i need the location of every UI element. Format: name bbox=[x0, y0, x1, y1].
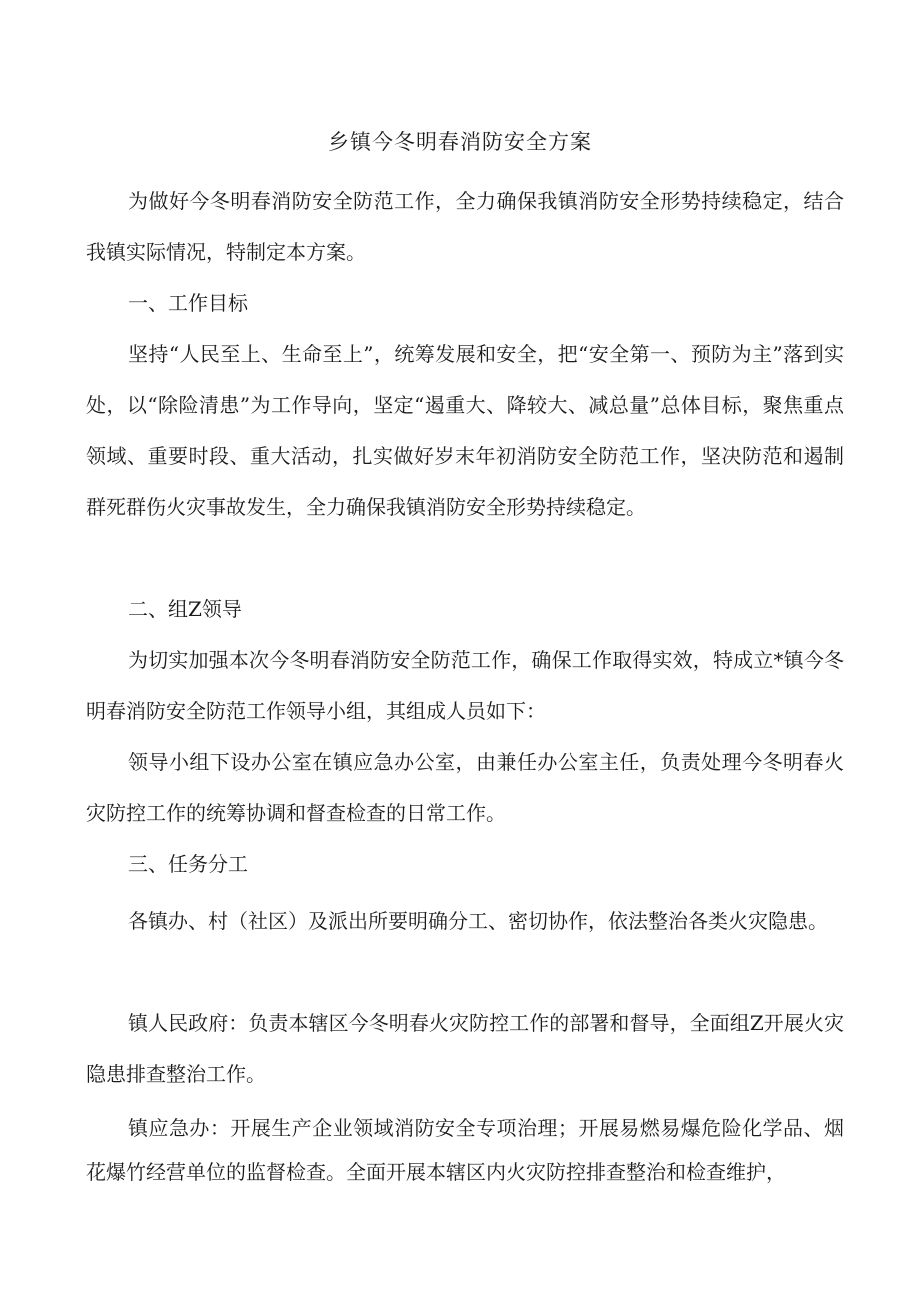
intro-paragraph: 为做好今冬明春消防安全防范工作，全力确保我镇消防安全形势持续稳定，结合我镇实际情况，特制定本方案。 bbox=[86, 189, 844, 264]
section-goals-body: 坚持“人民至上、生命至上”，统筹发展和安全，把“安全第一、预防为主”落到实处，以“除险清患”为工作导向，坚定“遏重大、降较大、减总量”总体目标，聚焦重点领域、重要时段、重大活动，扎实做好岁末年初消防安全防范工作，坚决防范和遏制群死群伤火灾事故发生，全力确保我镇消防安全形势持续稳定。 bbox=[86, 342, 844, 519]
section-leadership-body-1: 为切实加强本次今冬明春消防安全防范工作，确保工作取得实效，特成立*镇今冬明春消防安全防范工作领导小组，其组成人员如下： bbox=[86, 648, 844, 723]
section-tasks-body-1: 各镇办、村（社区）及派出所要明确分工、密切协作，依法整治各类火灾隐患。 bbox=[128, 909, 828, 933]
section-tasks-body-2: 镇人民政府：负责本辖区今冬明春火灾防控工作的部署和督导，全面组Z开展火灾隐患排查整治工作。 bbox=[86, 1011, 844, 1086]
document-title: 乡镇今冬明春消防安全方案 bbox=[328, 130, 592, 154]
section-heading-goals: 一、工作目标 bbox=[128, 291, 248, 315]
section-tasks-body-3: 镇应急办：开展生产企业领域消防安全专项治理；开展易燃易爆危险化学品、烟花爆竹经营单位的监督检查。全面开展本辖区内火灾防控排查整治和检查维护， bbox=[86, 1116, 844, 1184]
section-heading-leadership: 二、组Z领导 bbox=[128, 597, 242, 621]
section-heading-tasks: 三、任务分工 bbox=[128, 852, 248, 876]
section-leadership-body-2: 领导小组下设办公室在镇应急办公室，由兼任办公室主任，负责处理今冬明春火灾防控工作的统筹协调和督查检查的日常工作。 bbox=[86, 750, 844, 825]
